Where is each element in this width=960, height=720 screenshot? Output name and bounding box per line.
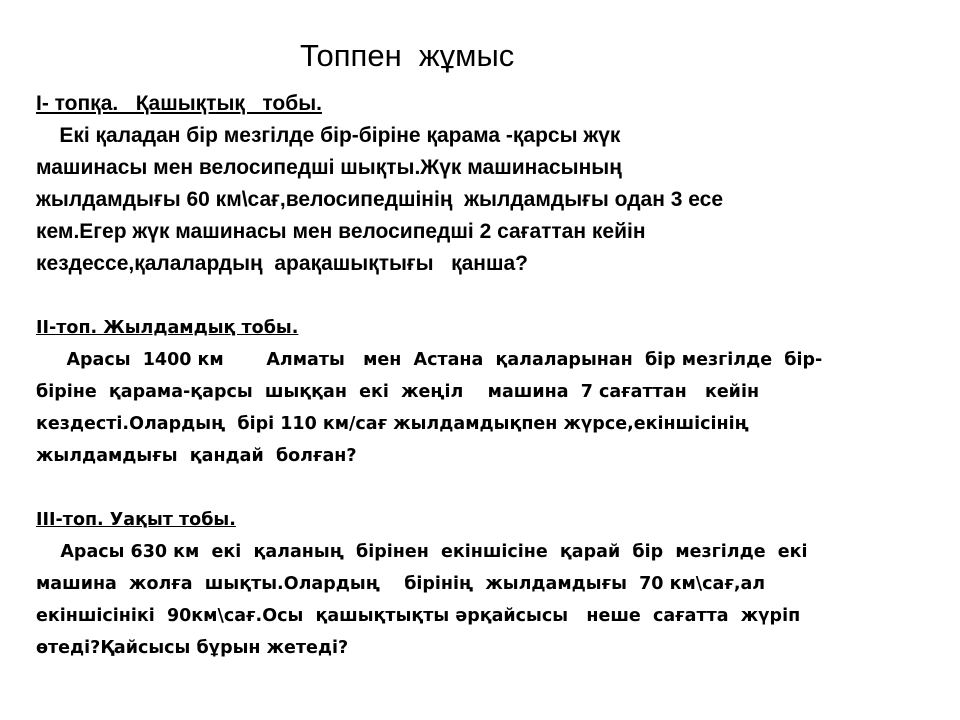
group-1-line: машинасы мен велосипедші шықты.Жүк машинасының [36, 156, 622, 179]
group-3-heading: ІІІ-топ. Уақыт тобы. [36, 510, 236, 530]
group-2-task [36, 312, 936, 472]
group-2-line: біріне қарама-қарсы шыққан екі жеңіл машина 7 сағаттан кейін [36, 382, 760, 402]
group-1-line: Екі қаладан бір мезгілде бір-біріне қарама -қарсы жүк [36, 124, 621, 147]
group-1-line: кем.Егер жүк машинасы мен велосипедші 2 сағаттан кейін [36, 220, 646, 243]
group-3-line: екіншісінікі 90км\сағ.Осы қашықтықты әрқайсысы неше сағатта жүріп [36, 606, 801, 626]
group-2-line: кездесті.Олардың бірі 110 км/сағ жылдамдықпен жүрсе,екіншісінің [36, 414, 749, 434]
group-3-line: машина жолға шықты.Олардың бірінің жылдамдығы 70 км\сағ,ал [36, 574, 766, 594]
group-2-line: Арасы 1400 км Алматы мен Астана қалаларынан бір мезгілде бір- [36, 350, 823, 370]
slide-title: Топпен жұмыс [300, 38, 515, 73]
group-1-task [36, 88, 936, 280]
group-1-line: жылдамдығы 60 км\сағ,велосипедшінің жылдамдығы одан 3 есе [36, 188, 724, 211]
group-1-line: кездессе,қалалардың арақашықтығы қанша? [36, 252, 528, 275]
group-3-task [36, 504, 936, 664]
group-1-heading: I- топқа. Қашықтық тобы. [36, 92, 322, 115]
group-2-heading: ІІ-топ. Жылдамдық тобы. [36, 318, 299, 338]
group-3-line: өтеді?Қайсысы бұрын жетеді? [36, 638, 349, 658]
group-3-line: Арасы 630 км екі қаланың бірінен екіншісіне қарай бір мезгілде екі [36, 542, 808, 562]
group-2-line: жылдамдығы қандай болған? [36, 446, 357, 466]
